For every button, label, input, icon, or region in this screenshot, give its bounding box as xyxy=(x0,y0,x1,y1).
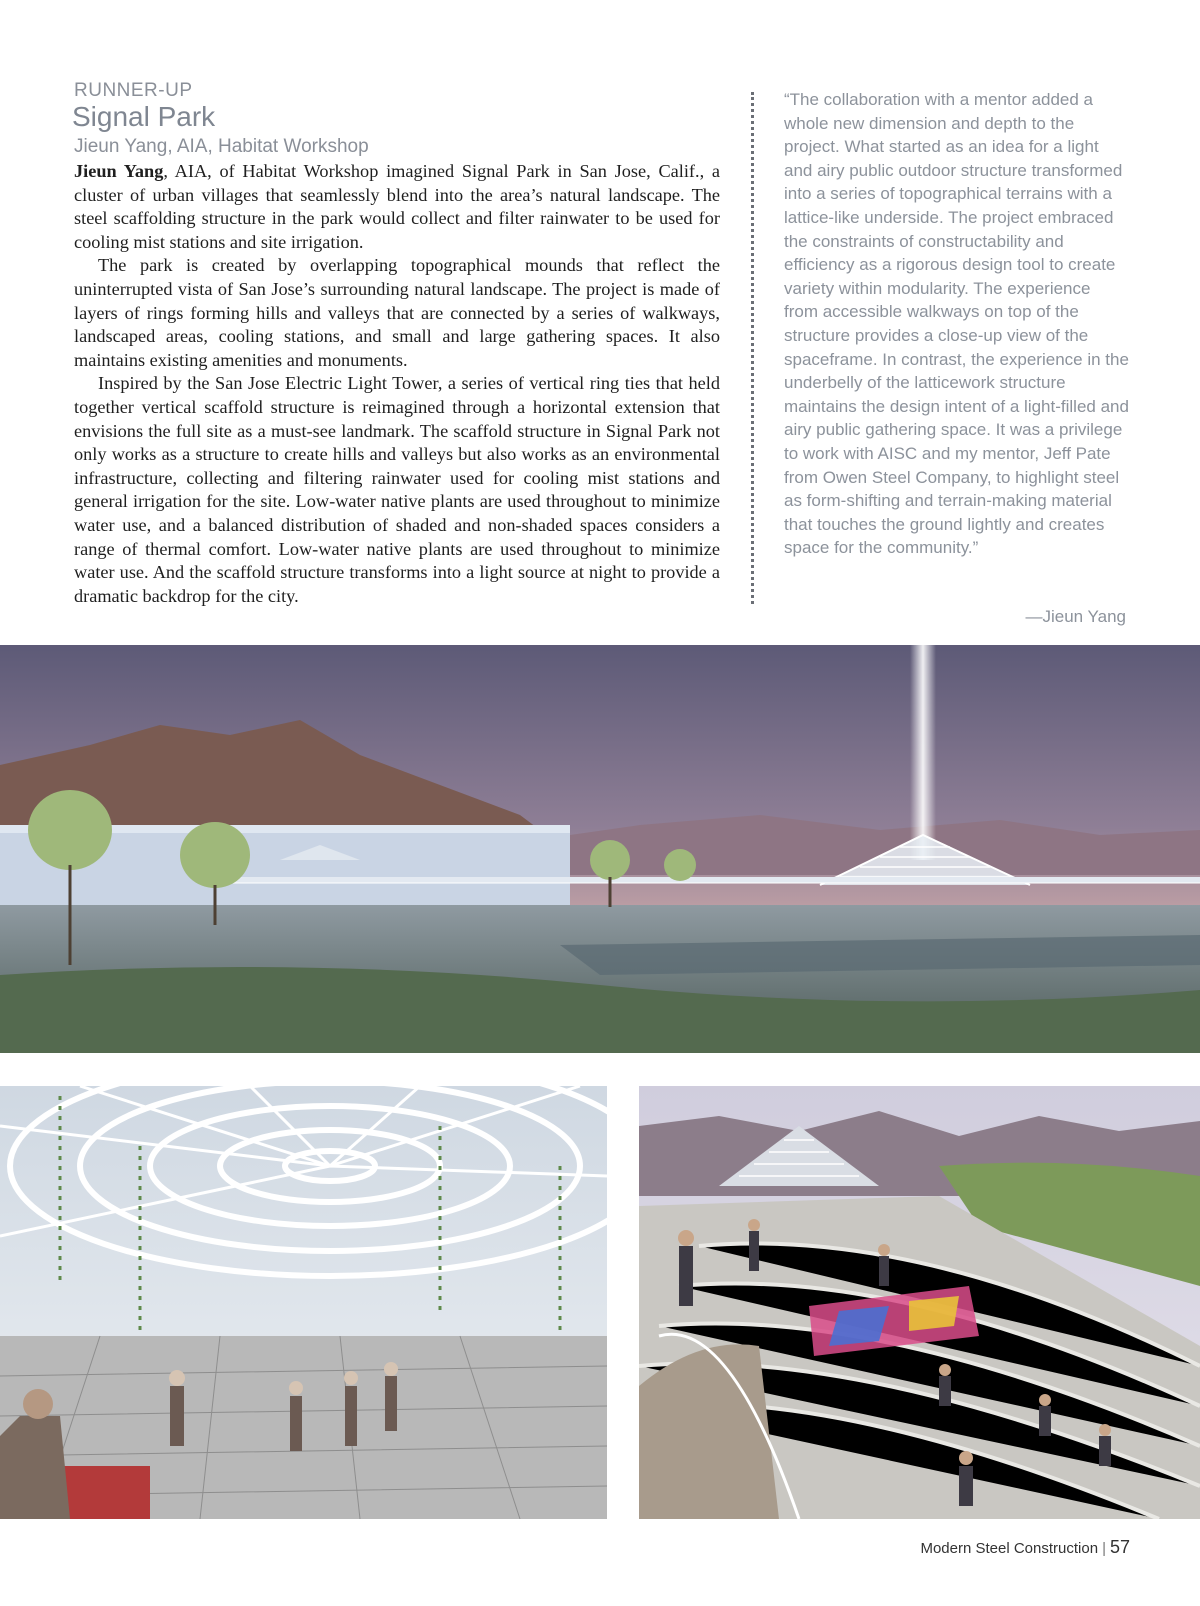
article-byline: Jieun Yang, AIA, Habitat Workshop xyxy=(74,136,369,157)
footer-separator: | xyxy=(1102,1540,1106,1557)
page-number: 57 xyxy=(1109,1537,1130,1557)
article-title: Signal Park xyxy=(72,101,216,132)
lead-name: Jieun Yang xyxy=(74,161,164,181)
pull-quote: “The collaboration with a mentor added a whole new dimension and depth to the project. What started as an idea for a light and airy public outdoor structure transformed into a series of topographical terrains with a lattice-like underside. The project embraced the constraints of constructability and efficiency as a rigorous design tool to create variety within modularity. The experience from accessible walkways on top of the structure provides a close-up view of the spaceframe. In contrast, the experience in the underbelly of the latticework structure maintains the design intent of a light-filled and airy public gathering space. It was a privilege to work with AISC and my mentor, Jeff Pate from Owen Steel Company, to highlight steel as form-shifting and terrain-making material that touches the ground lightly and creates space for the community.” xyxy=(784,90,1129,558)
article-body xyxy=(74,160,720,608)
section-label: RUNNER-UP xyxy=(74,80,193,101)
interior-rendering-image xyxy=(0,1086,607,1519)
paragraph-3: Inspired by the San Jose Electric Light Tower, a series of vertical ring ties that held together vertical scaffold structure is reimagined through a horizontal extension that envisions the full site as a must-see landmark. The scaffold structure in Signal Park not only works as a structure to create hills and valleys but also works as an environmental infrastructure, collecting and filtering rainwater used for cooling mist stations and general irrigation for the site. Low-water native plants are used throughout to minimize water use, and a balanced distribution of shaded and non-shaded spaces considers a range of thermal comfort. Low-water native plants are used throughout to minimize water use. And the scaffold structure transforms into a light source at night to provide a dramatic backdrop for the city. xyxy=(74,373,720,606)
paragraph-1 xyxy=(74,160,720,254)
paragraph-1-text: , AIA, of Habitat Workshop imagined Signal Park in San Jose, Calif., a cluster of urban villages that seamlessly blend into the area’s natural landscape. The steel scaffolding structure in the park would collect and filter rainwater to be used for cooling mist stations and site irrigation. xyxy=(74,161,720,252)
amphitheater-rendering-image xyxy=(639,1086,1200,1519)
page-footer xyxy=(920,1537,1130,1558)
publication-name: Modern Steel Construction xyxy=(920,1540,1099,1557)
paragraph-2: The park is created by overlapping topographical mounds that reflect the uninterrupted vista of San Jose’s surrounding natural landscape. The project is made of layers of rings forming hills and valleys that are connected by a series of walkways, landscaped areas, cooling stations, and small and large gathering spaces. It also maintains existing amenities and monuments. xyxy=(74,255,720,370)
hero-rendering-image xyxy=(0,645,1200,1053)
quote-attribution: —Jieun Yang xyxy=(1025,607,1126,626)
dotted-divider xyxy=(751,92,754,604)
